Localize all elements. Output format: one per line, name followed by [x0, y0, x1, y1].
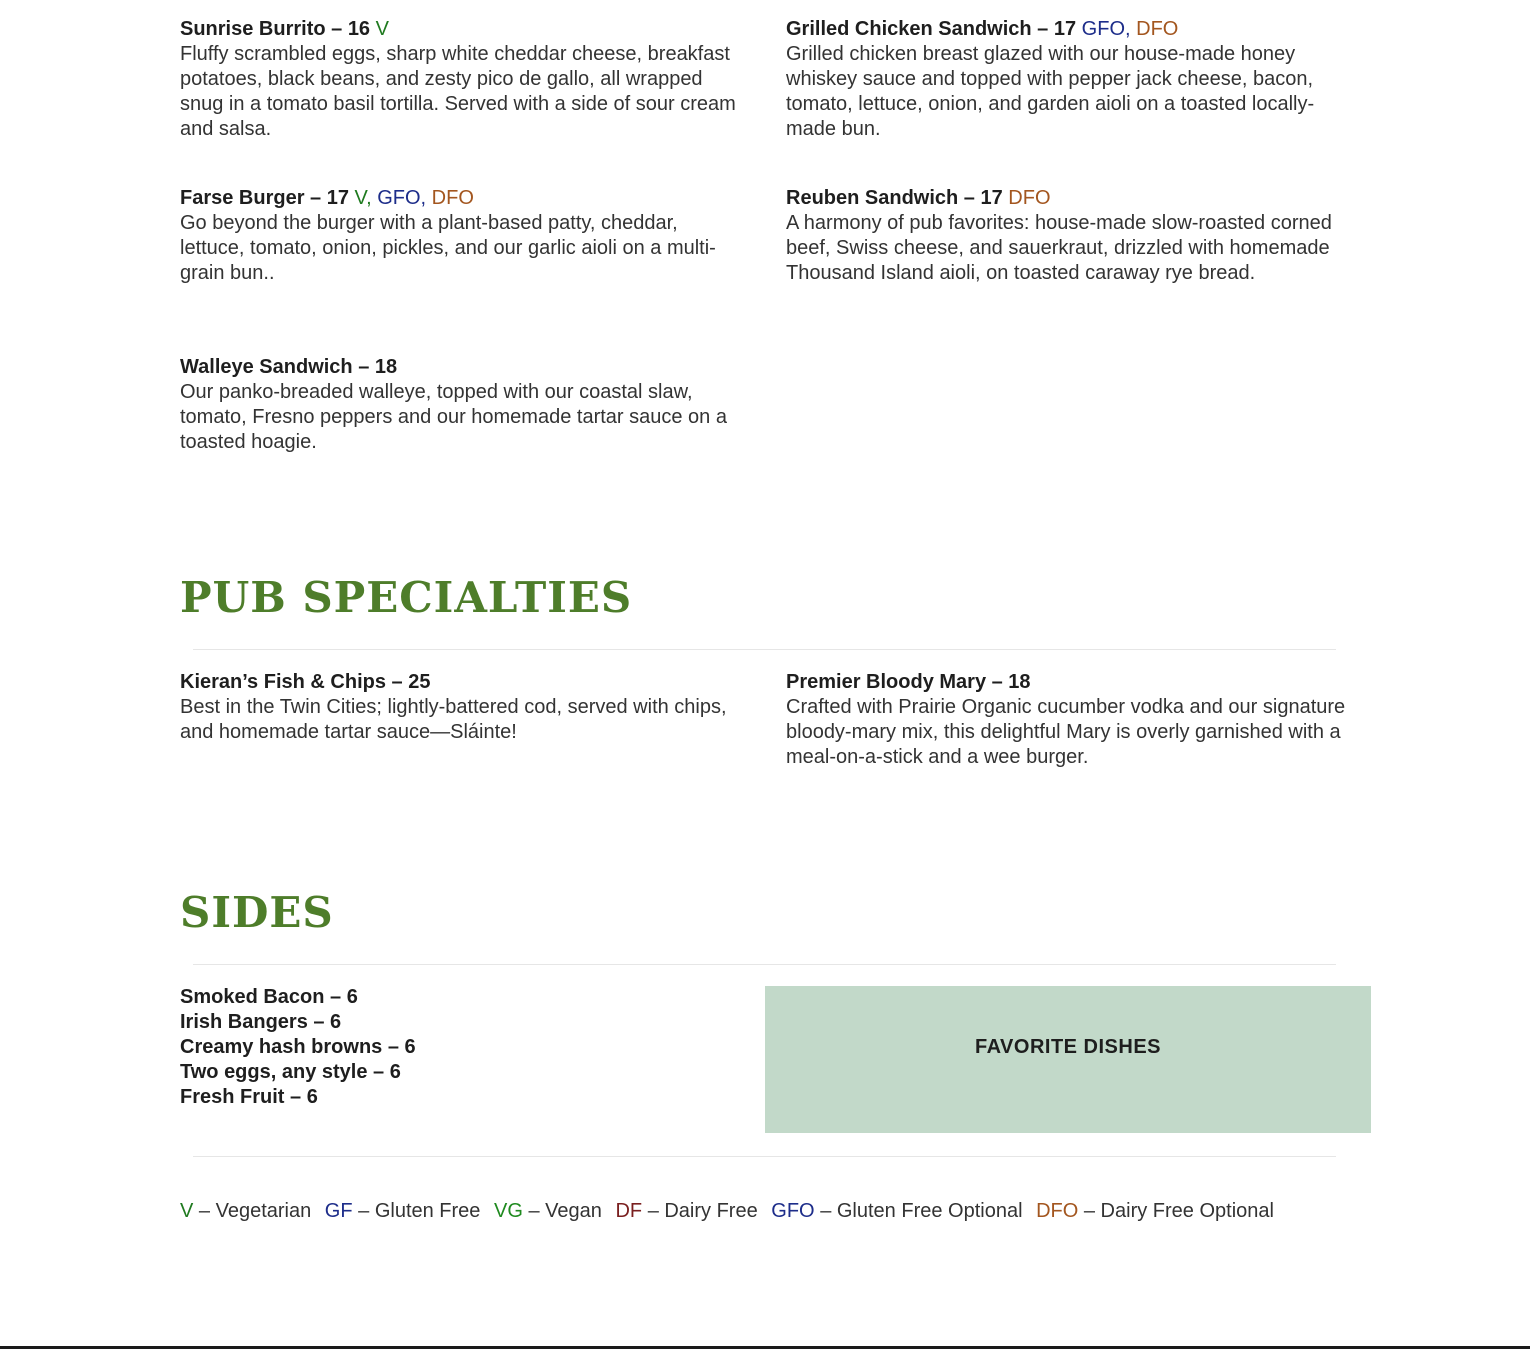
item-name: Walleye Sandwich – 18: [180, 356, 398, 378]
legend-meaning: – Vegetarian: [198, 1200, 312, 1222]
tag-vegetarian: V: [375, 18, 389, 40]
item-description: Fluffy scrambled eggs, sharp white cheddar cheese, breakfast potatoes, black beans, and zesty pico de gallo, all wrapped snug in a tomato basil tortilla. Served with a side of sour cream and salsa.: [180, 43, 736, 140]
legend-code: GF: [324, 1200, 353, 1222]
menu-item-sunrise-burrito: [180, 17, 745, 142]
tag-gluten-free-optional: GFO: [1081, 18, 1126, 40]
item-title: [786, 670, 1351, 695]
legend-meaning: – Vegan: [528, 1200, 602, 1222]
menu-item-farse-burger: [180, 186, 745, 286]
item-title: Grilled Chicken Sandwich – 17 GFO, DFO: [786, 18, 1179, 40]
favorite-dishes-label: FAVORITE DISHES: [974, 1036, 1162, 1058]
tag-dairy-free-optional: DFO: [1136, 18, 1179, 40]
menu-item-reuben-sandwich: [786, 186, 1351, 286]
item-title: [180, 355, 745, 380]
item-name: Reuben Sandwich – 17: [786, 187, 1003, 209]
legend-code: VG: [494, 1200, 523, 1222]
item-description: Best in the Twin Cities; lightly-battered cod, served with chips, and homemade tartar sauce—Sláinte!: [180, 696, 727, 743]
menu-item-grilled-chicken-sandwich: [786, 17, 1351, 142]
tag-vegetarian: V: [354, 187, 367, 209]
item-name: Premier Bloody Mary – 18: [786, 671, 1031, 693]
side-item: Irish Bangers – 6: [180, 1011, 342, 1033]
legend-meaning: – Dairy Free Optional: [1083, 1200, 1274, 1222]
item-description: Our panko-breaded walleye, topped with our coastal slaw, tomato, Fresno peppers and our homemade tartar sauce on a toasted hoagie.: [180, 381, 727, 453]
legend-code: V: [180, 1200, 194, 1222]
item-description: A harmony of pub favorites: house-made slow-roasted corned beef, Swiss cheese, and sauerkraut, drizzled with homemade Thousand Island aioli, on toasted caraway rye bread.: [786, 212, 1332, 284]
legend-entry-dairy-free-optional: [1036, 1200, 1274, 1222]
side-item: Creamy hash browns – 6: [180, 1036, 416, 1058]
menu-item-fish-and-chips: [180, 670, 745, 745]
item-description: Go beyond the burger with a plant-based patty, cheddar, lettuce, tomato, onion, pickles, and our garlic aioli on a multi-grain bun..: [180, 212, 716, 284]
dietary-legend: [180, 1199, 1282, 1224]
legend-code: DFO: [1036, 1200, 1079, 1222]
legend-entry-vegetarian: [180, 1200, 311, 1222]
item-name: Grilled Chicken Sandwich – 17: [786, 18, 1077, 40]
side-item: Smoked Bacon – 6: [180, 986, 358, 1008]
sides-list: [180, 985, 416, 1110]
menu-item-premier-bloody-mary: [786, 670, 1351, 770]
legend-entry-dairy-free: [615, 1200, 757, 1222]
section-divider: [193, 964, 1336, 965]
item-description: Grilled chicken breast glazed with our house-made honey whiskey sauce and topped with pepper jack cheese, bacon, tomato, lettuce, onion, and garden aioli on a toasted locally-made bun.: [786, 43, 1315, 140]
section-divider: [193, 649, 1336, 650]
tag-gluten-free-optional: GFO: [377, 187, 421, 209]
legend-entry-gluten-free: [325, 1200, 481, 1222]
tag-dairy-free-optional: DFO: [431, 187, 474, 209]
menu-item-walleye-sandwich: [180, 355, 745, 455]
legend-meaning: – Gluten Free: [358, 1200, 481, 1222]
section-heading-sides: SIDES: [180, 888, 334, 937]
item-name: Farse Burger – 17: [180, 187, 349, 209]
item-title: [180, 670, 745, 695]
legend-code: DF: [615, 1200, 643, 1222]
legend-code: GFO: [771, 1200, 815, 1222]
side-item: Two eggs, any style – 6: [180, 1061, 401, 1083]
item-title: [180, 17, 745, 42]
item-name: Sunrise Burrito – 16: [180, 18, 371, 40]
tag-dairy-free-optional: DFO: [1008, 187, 1051, 209]
item-title: [786, 186, 1351, 211]
legend-meaning: – Gluten Free Optional: [820, 1200, 1023, 1222]
item-name: Kieran’s Fish & Chips – 25: [180, 671, 431, 693]
legend-entry-vegan: [494, 1200, 602, 1222]
section-heading-pub-specialties: PUB SPECIALTIES: [180, 573, 633, 622]
legend-divider: [193, 1156, 1336, 1157]
favorite-dishes-box: [765, 986, 1371, 1133]
legend-meaning: – Dairy Free: [647, 1200, 758, 1222]
item-title: Farse Burger – 17 V, GFO, DFO: [180, 187, 474, 209]
item-description: Crafted with Prairie Organic cucumber vodka and our signature bloody-mary mix, this delightful Mary is overly garnished with a meal-on-a-stick and a wee burger.: [786, 696, 1346, 768]
side-item: Fresh Fruit – 6: [180, 1086, 318, 1108]
legend-entry-gluten-free-optional: [771, 1200, 1022, 1222]
